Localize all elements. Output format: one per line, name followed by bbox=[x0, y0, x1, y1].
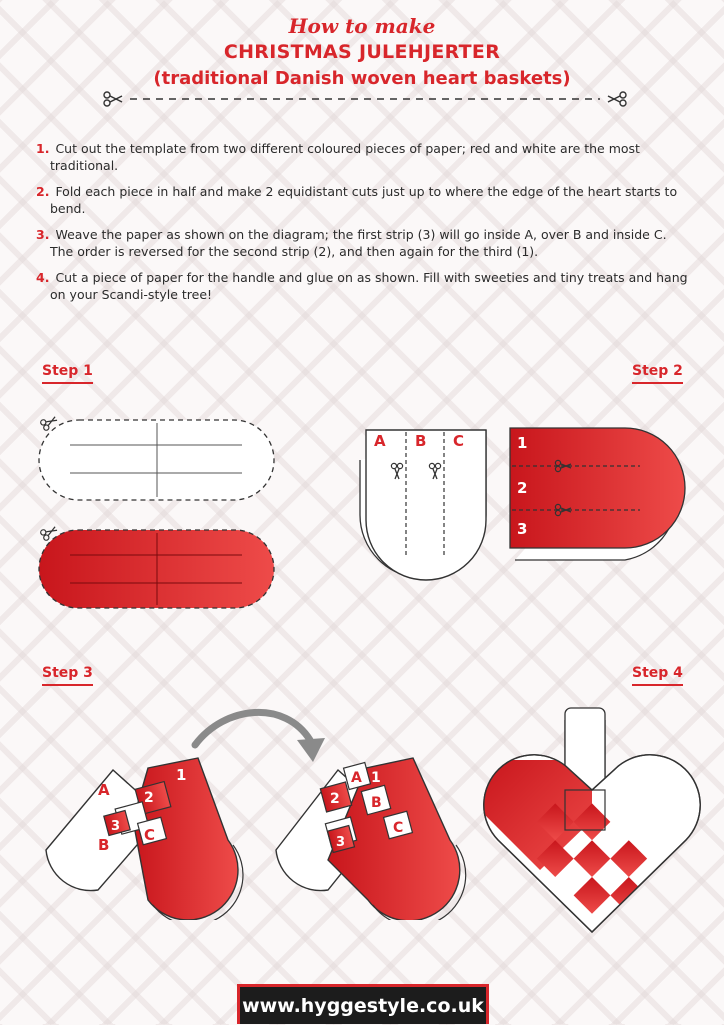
label-2: 2 bbox=[144, 790, 154, 806]
label-a: A bbox=[374, 432, 386, 450]
page-subtitle: (traditional Danish woven heart baskets) bbox=[153, 68, 571, 89]
step-2-text: Step 2 bbox=[632, 363, 683, 379]
instruction-number: 3. bbox=[36, 227, 50, 242]
instruction-text: Weave the paper as shown on the diagram; the first strip (3) will go inside A, over B and inside C. The order is reversed for the second strip (2), and then again for the third (1). bbox=[50, 227, 667, 259]
instruction-text: Cut a piece of paper for the handle and glue on as shown. Fill with sweeties and tiny treats and hang on your Scandi-style tree! bbox=[50, 270, 688, 302]
label-1: 1 bbox=[176, 766, 187, 784]
page-title: CHRISTMAS JULEHJERTER bbox=[223, 41, 501, 63]
white-folded-piece bbox=[360, 430, 486, 580]
scissors-icon bbox=[608, 92, 626, 106]
label-a: A bbox=[98, 781, 110, 799]
step-2-label bbox=[632, 363, 683, 384]
label-2: 2 bbox=[517, 479, 528, 497]
step-3-label bbox=[42, 665, 93, 686]
label-b: B bbox=[371, 795, 382, 811]
label-c: C bbox=[144, 826, 156, 844]
label-b: B bbox=[98, 836, 110, 854]
step-4-illustration bbox=[480, 700, 705, 945]
footer-url-banner[interactable] bbox=[237, 984, 489, 1024]
instruction-item bbox=[36, 226, 692, 260]
script-title: How to make bbox=[288, 14, 436, 38]
instruction-text: Cut out the template from two different coloured pieces of paper; red and white are the most traditional. bbox=[50, 141, 640, 173]
instructions-list bbox=[36, 140, 692, 312]
label-3: 3 bbox=[517, 520, 528, 538]
instruction-number: 1. bbox=[36, 141, 50, 156]
step-4-text: Step 4 bbox=[632, 665, 683, 681]
step-3-illustration-woven bbox=[268, 750, 483, 920]
label-b: B bbox=[415, 432, 427, 450]
footer-url[interactable]: www.hyggestyle.co.uk bbox=[242, 995, 484, 1017]
step-3-text: Step 3 bbox=[42, 665, 93, 681]
label-3: 3 bbox=[111, 819, 121, 834]
white-template bbox=[39, 420, 274, 500]
label-3: 3 bbox=[336, 835, 346, 850]
label-1: 1 bbox=[517, 434, 528, 452]
instruction-item bbox=[36, 269, 692, 303]
step-4-label bbox=[632, 665, 683, 686]
label-c: C bbox=[393, 820, 404, 836]
scissors-icon bbox=[104, 92, 122, 106]
step-1-label bbox=[42, 363, 93, 384]
instruction-number: 4. bbox=[36, 270, 50, 285]
instruction-number: 2. bbox=[36, 184, 50, 199]
label-c: C bbox=[453, 432, 465, 450]
instruction-item bbox=[36, 183, 692, 217]
step-1-text: Step 1 bbox=[42, 363, 93, 379]
step-1-illustration bbox=[30, 405, 290, 615]
label-a: A bbox=[351, 770, 362, 786]
label-1: 1 bbox=[371, 770, 381, 786]
step-2-illustration bbox=[350, 420, 695, 610]
red-folded-piece bbox=[510, 428, 685, 560]
red-template bbox=[39, 530, 274, 608]
instruction-text: Fold each piece in half and make 2 equidistant cuts just up to where the edge of the heart starts to bend. bbox=[50, 184, 678, 216]
header-cut-line bbox=[100, 86, 630, 112]
label-2: 2 bbox=[330, 791, 340, 807]
instruction-item bbox=[36, 140, 692, 174]
step-3-illustration-start bbox=[38, 750, 253, 920]
